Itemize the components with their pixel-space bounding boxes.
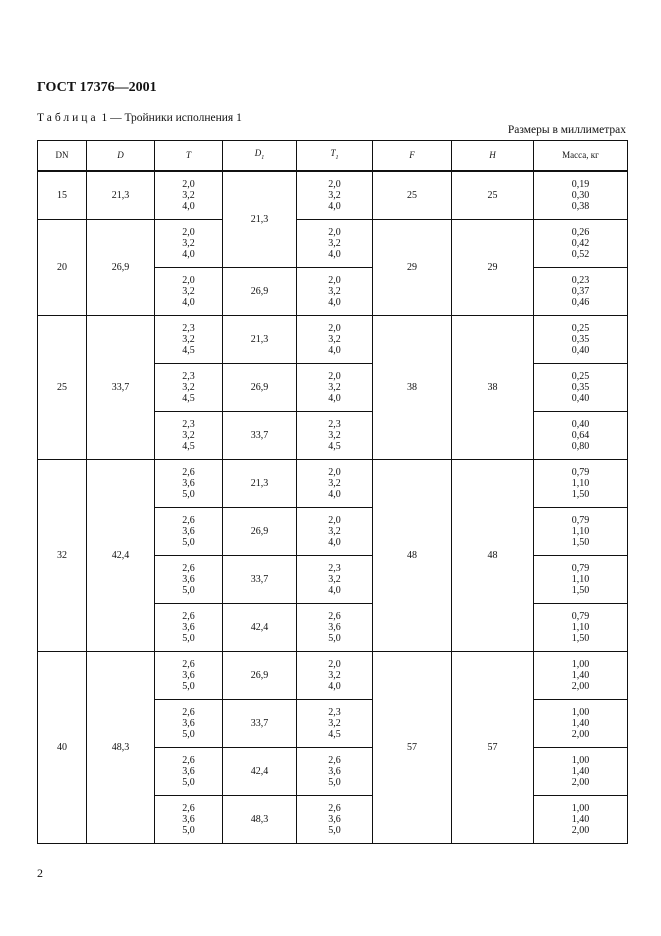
- cell-value: 0,64: [571, 430, 590, 441]
- cell-value: 5,0: [182, 681, 195, 692]
- h-cell: 48: [452, 460, 534, 652]
- table-caption: [37, 112, 242, 124]
- dn-cell: 32: [38, 460, 87, 652]
- cell-value: 5,0: [328, 825, 341, 836]
- table-row: [38, 171, 628, 220]
- cell-value: 5,0: [182, 825, 195, 836]
- cell-value: 5,0: [328, 777, 341, 788]
- d1-cell: 26,9: [223, 268, 297, 316]
- t-cell: [155, 652, 223, 700]
- cell-value: 0,79: [571, 467, 590, 478]
- column-label: T: [330, 147, 336, 158]
- cell-value: 2,0: [328, 515, 341, 526]
- cell-value: 3,2: [182, 190, 195, 201]
- cell-value: 0,52: [571, 249, 590, 260]
- mass-cell: [534, 796, 628, 844]
- cell-value: 3,2: [328, 718, 341, 729]
- cell-value: 3,2: [328, 526, 341, 537]
- cell-value: 2,6: [182, 611, 195, 622]
- cell-value: 0,19: [571, 179, 590, 190]
- d-cell: 48,3: [87, 652, 155, 844]
- cell-value: 4,0: [182, 249, 195, 260]
- cell-value: 2,6: [182, 515, 195, 526]
- cell-value: 5,0: [182, 585, 195, 596]
- cell-value: 4,0: [328, 297, 341, 308]
- cell-value: 0,25: [571, 323, 590, 334]
- cell-value: 4,0: [328, 537, 341, 548]
- cell-value: 4,0: [182, 297, 195, 308]
- column-header: [87, 141, 155, 172]
- cell-value: 5,0: [328, 633, 341, 644]
- cell-value: 3,2: [182, 430, 195, 441]
- column-header: [297, 141, 373, 172]
- mass-cell: [534, 412, 628, 460]
- d-cell: 33,7: [87, 316, 155, 460]
- cell-value: 4,5: [328, 729, 341, 740]
- t-cell: [155, 268, 223, 316]
- column-label: F: [409, 150, 415, 160]
- t1-cell: [297, 171, 373, 220]
- t-cell: [155, 556, 223, 604]
- cell-value: 3,6: [182, 574, 195, 585]
- cell-value: 2,0: [328, 371, 341, 382]
- cell-value: 1,40: [571, 814, 590, 825]
- units-note: Размеры в миллиметрах: [507, 124, 626, 136]
- t1-cell: [297, 268, 373, 316]
- d1-cell: 21,3: [223, 316, 297, 364]
- document-id: ГОСТ 17376—2001: [37, 80, 157, 95]
- cell-value: 5,0: [182, 729, 195, 740]
- cell-value: 2,3: [328, 563, 341, 574]
- mass-cell: [534, 748, 628, 796]
- cell-value: 1,50: [571, 489, 590, 500]
- cell-value: 2,6: [182, 707, 195, 718]
- cell-value: 1,00: [571, 659, 590, 670]
- column-header: [38, 141, 87, 172]
- caption-title: 1 — Тройники исполнения 1: [98, 112, 242, 124]
- table-header-row: [38, 141, 628, 172]
- cell-value: 2,0: [182, 179, 195, 190]
- cell-value: 5,0: [182, 633, 195, 644]
- d1-cell: 21,3: [223, 460, 297, 508]
- cell-value: 3,2: [328, 574, 341, 585]
- cell-value: 3,2: [328, 334, 341, 345]
- mass-cell: [534, 268, 628, 316]
- cell-value: 3,2: [182, 334, 195, 345]
- column-header: [223, 141, 297, 172]
- mass-cell: [534, 460, 628, 508]
- cell-value: 1,10: [571, 478, 590, 489]
- h-cell: 25: [452, 171, 534, 220]
- t1-cell: [297, 364, 373, 412]
- dn-cell: 40: [38, 652, 87, 844]
- t-cell: [155, 364, 223, 412]
- cell-value: 5,0: [182, 537, 195, 548]
- t-cell: [155, 171, 223, 220]
- cell-value: 0,40: [571, 393, 590, 404]
- cell-value: 0,79: [571, 611, 590, 622]
- cell-value: 3,2: [328, 238, 341, 249]
- t-cell: [155, 748, 223, 796]
- cell-value: 3,2: [328, 190, 341, 201]
- cell-value: 4,0: [328, 249, 341, 260]
- t1-cell: [297, 604, 373, 652]
- d1-cell: 26,9: [223, 508, 297, 556]
- column-label: Масса, кг: [562, 150, 599, 160]
- d-cell: 42,4: [87, 460, 155, 652]
- cell-value: 0,30: [571, 190, 590, 201]
- t1-cell: [297, 556, 373, 604]
- cell-value: 3,6: [182, 814, 195, 825]
- t-cell: [155, 796, 223, 844]
- cell-value: 2,6: [328, 755, 341, 766]
- cell-value: 4,0: [328, 681, 341, 692]
- cell-value: 4,0: [328, 585, 341, 596]
- cell-value: 0,79: [571, 563, 590, 574]
- cell-value: 2,6: [182, 755, 195, 766]
- cell-value: 1,40: [571, 766, 590, 777]
- cell-value: 1,50: [571, 633, 590, 644]
- d-cell: 21,3: [87, 171, 155, 220]
- column-label: T: [185, 150, 191, 160]
- h-cell: 38: [452, 316, 534, 460]
- cell-value: 2,3: [182, 323, 195, 334]
- cell-value: 0,79: [571, 515, 590, 526]
- cell-value: 0,25: [571, 371, 590, 382]
- cell-value: 2,00: [571, 825, 590, 836]
- cell-value: 3,6: [182, 526, 195, 537]
- d1-cell: 33,7: [223, 556, 297, 604]
- column-header: [452, 141, 534, 172]
- cell-value: 2,3: [328, 419, 341, 430]
- cell-value: 4,0: [328, 393, 341, 404]
- column-label: H: [489, 150, 496, 160]
- d1-cell: 33,7: [223, 700, 297, 748]
- dn-cell: 15: [38, 171, 87, 220]
- cell-value: 1,50: [571, 585, 590, 596]
- cell-value: 0,35: [571, 382, 590, 393]
- cell-value: 0,42: [571, 238, 590, 249]
- cell-value: 0,40: [571, 345, 590, 356]
- f-cell: 48: [373, 460, 452, 652]
- cell-value: 3,2: [328, 478, 341, 489]
- cell-value: 2,00: [571, 729, 590, 740]
- table-row: [38, 220, 628, 268]
- cell-value: 2,00: [571, 681, 590, 692]
- mass-cell: [534, 220, 628, 268]
- cell-value: 5,0: [182, 777, 195, 788]
- cell-value: 3,2: [182, 286, 195, 297]
- column-label: D: [254, 147, 262, 158]
- table-row: [38, 316, 628, 364]
- cell-value: 3,2: [328, 430, 341, 441]
- h-cell: 29: [452, 220, 534, 316]
- cell-value: 0,37: [571, 286, 590, 297]
- mass-cell: [534, 316, 628, 364]
- cell-value: 2,6: [182, 803, 195, 814]
- t1-cell: [297, 412, 373, 460]
- cell-value: 0,35: [571, 334, 590, 345]
- cell-value: 1,50: [571, 537, 590, 548]
- t-cell: [155, 700, 223, 748]
- t1-cell: [297, 748, 373, 796]
- cell-value: 5,0: [182, 489, 195, 500]
- dn-cell: 20: [38, 220, 87, 316]
- tees-table: [37, 140, 628, 844]
- t1-cell: [297, 220, 373, 268]
- cell-value: 3,6: [328, 622, 341, 633]
- cell-value: 3,2: [182, 238, 195, 249]
- cell-value: 2,0: [328, 467, 341, 478]
- cell-value: 3,6: [182, 670, 195, 681]
- t1-cell: [297, 796, 373, 844]
- cell-value: 3,6: [182, 478, 195, 489]
- mass-cell: [534, 171, 628, 220]
- mass-cell: [534, 700, 628, 748]
- h-cell: 57: [452, 652, 534, 844]
- cell-value: 1,40: [571, 670, 590, 681]
- cell-value: 3,2: [328, 286, 341, 297]
- column-subscript: 1: [261, 154, 265, 161]
- cell-value: 0,46: [571, 297, 590, 308]
- cell-value: 2,0: [328, 275, 341, 286]
- cell-value: 0,80: [571, 441, 590, 452]
- t1-cell: [297, 460, 373, 508]
- cell-value: 4,5: [182, 393, 195, 404]
- cell-value: 3,2: [328, 670, 341, 681]
- cell-value: 4,0: [182, 201, 195, 212]
- t-cell: [155, 460, 223, 508]
- mass-cell: [534, 364, 628, 412]
- cell-value: 3,6: [182, 718, 195, 729]
- cell-value: 4,5: [182, 441, 195, 452]
- cell-value: 0,38: [571, 201, 590, 212]
- column-subscript: 1: [335, 154, 339, 161]
- cell-value: 2,00: [571, 777, 590, 788]
- mass-cell: [534, 604, 628, 652]
- cell-value: 2,3: [182, 371, 195, 382]
- cell-value: 2,6: [328, 611, 341, 622]
- d1-cell: 26,9: [223, 364, 297, 412]
- t-cell: [155, 508, 223, 556]
- page-number: 2: [37, 866, 43, 880]
- cell-value: 3,6: [182, 622, 195, 633]
- cell-value: 0,26: [571, 227, 590, 238]
- cell-value: 1,40: [571, 718, 590, 729]
- cell-value: 2,0: [182, 275, 195, 286]
- caption-prefix: Таблица: [37, 112, 99, 124]
- column-label: DN: [55, 150, 69, 160]
- cell-value: 3,2: [182, 382, 195, 393]
- table-row: [38, 652, 628, 700]
- t1-cell: [297, 652, 373, 700]
- mass-cell: [534, 556, 628, 604]
- t-cell: [155, 316, 223, 364]
- cell-value: 2,6: [182, 659, 195, 670]
- cell-value: 2,6: [182, 563, 195, 574]
- cell-value: 3,6: [328, 766, 341, 777]
- cell-value: 2,6: [328, 803, 341, 814]
- mass-cell: [534, 652, 628, 700]
- cell-value: 4,5: [182, 345, 195, 356]
- cell-value: 0,23: [571, 275, 590, 286]
- d1-cell: 21,3: [223, 171, 297, 268]
- cell-value: 0,40: [571, 419, 590, 430]
- cell-value: 2,0: [328, 179, 341, 190]
- cell-value: 4,5: [328, 441, 341, 452]
- cell-value: 2,0: [182, 227, 195, 238]
- table-row: [38, 460, 628, 508]
- d1-cell: 33,7: [223, 412, 297, 460]
- cell-value: 1,10: [571, 574, 590, 585]
- column-header: [534, 141, 628, 172]
- t1-cell: [297, 508, 373, 556]
- cell-value: 4,0: [328, 201, 341, 212]
- cell-value: 4,0: [328, 345, 341, 356]
- f-cell: 25: [373, 171, 452, 220]
- cell-value: 2,0: [328, 659, 341, 670]
- column-header: [155, 141, 223, 172]
- column-header: [373, 141, 452, 172]
- t-cell: [155, 220, 223, 268]
- t1-cell: [297, 700, 373, 748]
- cell-value: 1,10: [571, 526, 590, 537]
- d1-cell: 48,3: [223, 796, 297, 844]
- cell-value: 2,0: [328, 227, 341, 238]
- cell-value: 2,6: [182, 467, 195, 478]
- t-cell: [155, 412, 223, 460]
- cell-value: 3,6: [328, 814, 341, 825]
- d1-cell: 26,9: [223, 652, 297, 700]
- f-cell: 38: [373, 316, 452, 460]
- f-cell: 57: [373, 652, 452, 844]
- cell-value: 1,00: [571, 707, 590, 718]
- t-cell: [155, 604, 223, 652]
- cell-value: 2,3: [182, 419, 195, 430]
- cell-value: 1,00: [571, 755, 590, 766]
- mass-cell: [534, 508, 628, 556]
- cell-value: 1,00: [571, 803, 590, 814]
- column-label: D: [117, 150, 124, 160]
- cell-value: 2,0: [328, 323, 341, 334]
- cell-value: 4,0: [328, 489, 341, 500]
- cell-value: 3,2: [328, 382, 341, 393]
- table-body: [38, 171, 628, 844]
- cell-value: 1,10: [571, 622, 590, 633]
- d-cell: 26,9: [87, 220, 155, 316]
- d1-cell: 42,4: [223, 604, 297, 652]
- cell-value: 2,3: [328, 707, 341, 718]
- cell-value: 3,6: [182, 766, 195, 777]
- f-cell: 29: [373, 220, 452, 316]
- t1-cell: [297, 316, 373, 364]
- dn-cell: 25: [38, 316, 87, 460]
- d1-cell: 42,4: [223, 748, 297, 796]
